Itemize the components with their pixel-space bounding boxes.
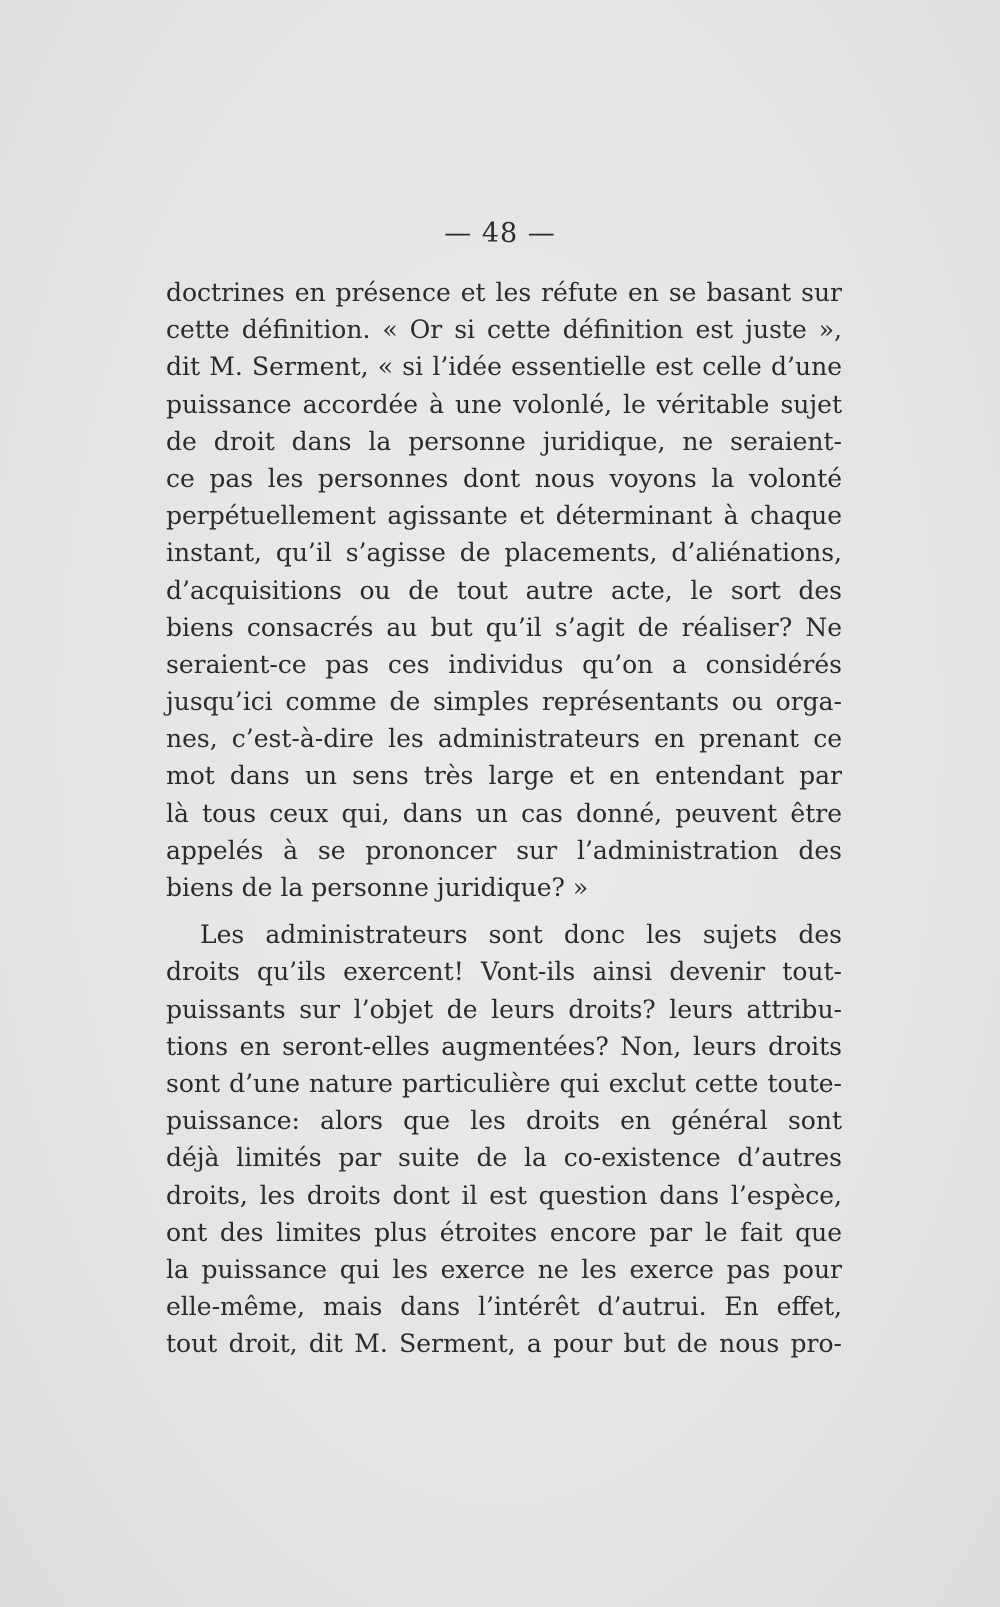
text-line: tions en seront-elles augmentées? Non, leurs droits <box>166 1031 842 1061</box>
text-line: nes, c’est-à-dire les administrateurs en prenant ce <box>166 724 842 754</box>
text-line: mot dans un sens très large et en entendant par <box>166 761 842 791</box>
text-line: tout droit, dit M. Serment, a pour but de nous pro- <box>166 1329 842 1359</box>
text-line: perpétuellement agissante et déterminant à chaque <box>166 501 842 531</box>
text-line: déjà limités par suite de la co-existence d’autres <box>166 1143 842 1173</box>
text-line: ce pas les personnes dont nous voyons la volonté <box>166 463 842 493</box>
text-line: elle-même, mais dans l’intérêt d’autrui. En effet, <box>166 1292 842 1322</box>
text-line: cette définition. « Or si cette définition est juste », <box>166 315 842 345</box>
text-line: la puissance qui les exerce ne les exerce pas pour <box>166 1254 842 1284</box>
text-line: de droit dans la personne juridique, ne seraient- <box>166 426 842 456</box>
text-line: puissants sur l’objet de leurs droits? leurs attribu- <box>166 994 842 1024</box>
text-line: puissance accordée à une volonlé, le véritable sujet <box>166 389 842 419</box>
text-line: dit M. Serment, « si l’idée essentielle est celle d’une <box>166 352 842 382</box>
body-text <box>166 274 842 1362</box>
text-line: jusqu’ici comme de simples représentants ou orga- <box>166 687 842 717</box>
text-line: droits, les droits dont il est question dans l’espèce, <box>166 1180 842 1210</box>
text-line: ont des limites plus étroites encore par le fait que <box>166 1217 842 1247</box>
text-line: biens consacrés au but qu’il s’agit de réaliser? Ne <box>166 612 842 642</box>
paragraph-2 <box>166 916 842 1362</box>
text-line: droits qu’ils exercent! Vont-ils ainsi devenir tout- <box>166 957 842 987</box>
text-line: biens de la personne juridique? » <box>166 873 589 902</box>
paragraph-gap <box>166 906 842 916</box>
text-line: instant, qu’il s’agisse de placements, d’aliénations, <box>166 538 842 568</box>
text-line: là tous ceux qui, dans un cas donné, peuvent être <box>166 798 842 828</box>
text-line: Les administrateurs sont donc les sujets des <box>200 920 842 950</box>
paragraph-1 <box>166 274 842 906</box>
text-line: d’acquisitions ou de tout autre acte, le sort des <box>166 575 842 605</box>
text-line: seraient-ce pas ces individus qu’on a considérés <box>166 649 842 679</box>
text-line: doctrines en présence et les réfute en se basant sur <box>166 278 842 307</box>
text-line: appelés à se prononcer sur l’administration des <box>166 835 842 865</box>
page-number: — 48 — <box>444 218 556 249</box>
text-line: puissance: alors que les droits en général sont <box>166 1106 842 1136</box>
text-line: sont d’une nature particulière qui exclut cette toute- <box>166 1068 842 1098</box>
